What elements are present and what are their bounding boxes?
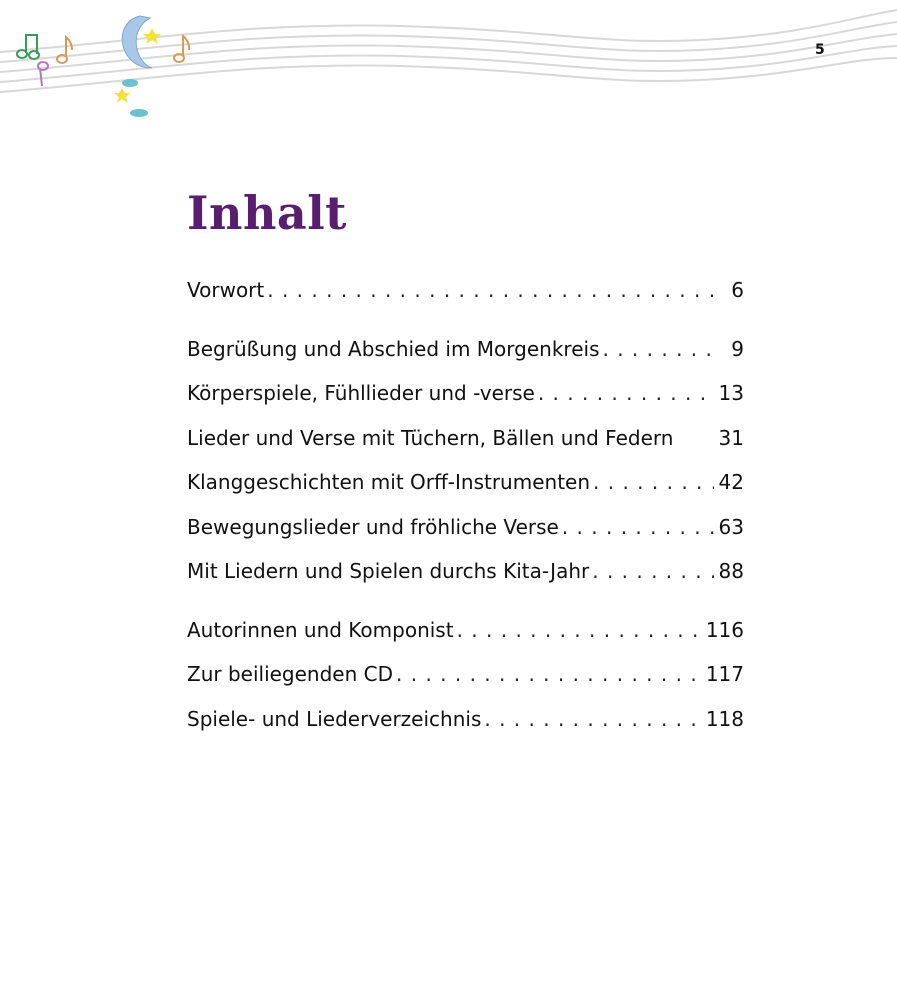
- toc-entry[interactable]: [187, 618, 744, 663]
- toc-entry-label: Spiele- und Liederverzeichnis: [187, 706, 482, 731]
- toc-entry-page: 88: [718, 559, 744, 583]
- toc-entry-label: Lieder und Verse mit Tüchern, Bällen und Federn: [187, 425, 674, 450]
- dot-leader: [562, 515, 714, 539]
- toc-entry[interactable]: [187, 426, 744, 471]
- toc-entry-page: 117: [705, 662, 744, 686]
- toc-entry-label: Autorinnen und Komponist: [187, 617, 454, 642]
- toc-entry[interactable]: [187, 515, 744, 560]
- toc-entry-label: Vorwort: [187, 278, 265, 302]
- toc-entry-label: Zur beiliegenden CD: [187, 662, 394, 686]
- toc-entry-page: 9: [731, 336, 744, 361]
- dot-leader: [396, 662, 702, 686]
- star-icon: [114, 88, 130, 103]
- toc-entry-label: Mit Liedern und Spielen durchs Kita-Jahr: [187, 559, 590, 583]
- music-note-icon: [57, 37, 72, 63]
- cloud-icon: [130, 109, 148, 117]
- toc-entry-page: 63: [718, 514, 744, 539]
- table-of-contents: [187, 278, 744, 751]
- music-note-icon: [38, 62, 48, 86]
- dot-leader: [538, 381, 714, 405]
- page-title: Inhalt: [187, 186, 347, 240]
- toc-entry[interactable]: [187, 662, 744, 707]
- dot-leader: [484, 707, 701, 731]
- toc-entry[interactable]: [187, 470, 744, 515]
- toc-entry-label: Klanggeschichten mit Orff-Instrumenten: [187, 470, 591, 494]
- dot-leader: [592, 559, 714, 583]
- toc-entry-label: Körperspiele, Fühllieder und -verse: [187, 381, 535, 405]
- toc-entry[interactable]: [187, 559, 744, 604]
- header-illustration: [0, 0, 897, 130]
- toc-entry-page: 13: [718, 381, 744, 405]
- dot-leader: [603, 337, 715, 361]
- toc-entry-page: 42: [718, 470, 744, 494]
- toc-entry-label: Begrüßung und Abschied im Morgenkreis: [187, 336, 600, 361]
- toc-entry[interactable]: [187, 278, 744, 323]
- toc-entry[interactable]: [187, 381, 744, 426]
- toc-entry-page: 6: [731, 278, 744, 302]
- dot-leader: [267, 278, 714, 302]
- toc-entry-label: Bewegungslieder und fröhliche Verse: [187, 514, 559, 539]
- music-note-icon: [174, 36, 189, 62]
- toc-entry[interactable]: [187, 337, 744, 382]
- toc-entry[interactable]: [187, 707, 744, 752]
- dot-leader: [593, 470, 714, 494]
- cloud-icon: [122, 79, 138, 87]
- toc-entry-page: 31: [718, 425, 744, 450]
- dot-leader: [457, 618, 702, 642]
- toc-entry-page: 118: [705, 706, 744, 731]
- toc-entry-page: 116: [705, 617, 744, 642]
- star-icon: [143, 28, 161, 44]
- music-note-icon: [17, 35, 39, 59]
- page-number: 5: [815, 42, 825, 58]
